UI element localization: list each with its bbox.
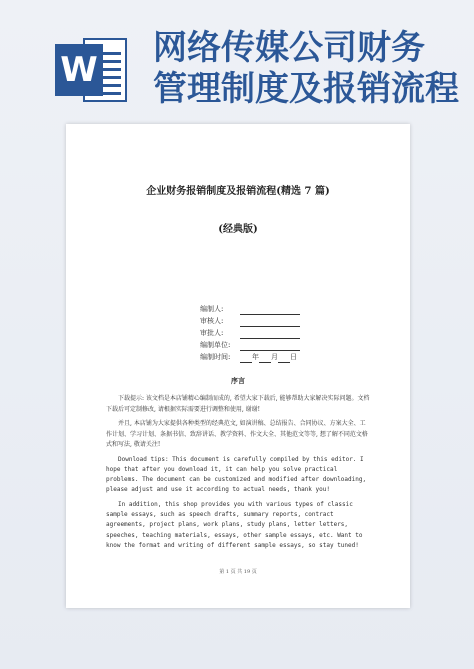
word-logo-letter: W [55, 44, 103, 96]
paragraph-sample-types-zh: 并且, 本店铺为大家提供各种类型的经典范文, 如演讲稿、总结报告、合同协议、方案大全、工作计划、学习计划、条据书信、致辞讲话、教学资料、作文大全、其他范文等等, 想了解不同范文格式和写法, 敬请关注! [106, 420, 368, 448]
document-title: 企业财务报销制度及报销流程(精选 7 篇) [146, 186, 330, 197]
document-meta [200, 303, 300, 363]
meta-reviewer: 审核人: [200, 315, 300, 327]
word-document-icon [55, 38, 129, 102]
document-subtitle: (经典版) [218, 224, 258, 235]
banner-title [153, 28, 473, 110]
meta-author: 编制人: [200, 303, 300, 315]
paragraph-sample-types-en: In addition, this shop provides you with various types of classic sample essays, such as speech drafts, summary reports, contract agreements, project plans, work plans, study plans, letter letters, speeches, teaching materials, essays, other sample essays, etc. Want to know the format and writing of different sample essays, so stay tuned! [106, 500, 363, 549]
document-page [66, 124, 410, 608]
preface-body [106, 394, 370, 555]
preface-heading: 序言 [231, 376, 245, 385]
page-number: 第 1 页 共 19 页 [219, 569, 257, 575]
meta-unit: 编制单位: [200, 339, 300, 351]
meta-approver: 审批人: [200, 327, 300, 339]
paragraph-download-tips-en: Download tips: This document is carefully compiled by this editor. I hope that after you download it, it can help you solve practical problems. The document can be customized and modified after downloading, please adjust and use it according to actual needs, thank you! [106, 455, 367, 494]
paragraph-download-tips-zh: 下载提示: 该文档是本店铺精心编制而成的, 希望大家下载后, 能够帮助大家解决实际问题。文档下载后可定制修改, 请根据实际需要进行调整和使用, 谢谢! [106, 395, 370, 413]
banner-title-line1: 网络传媒公司财务 [153, 28, 425, 68]
banner-title-line2: 管理制度及报销流程 [153, 69, 459, 109]
meta-time: 编制时间: 年 月 日 [200, 353, 297, 361]
banner [0, 0, 474, 118]
